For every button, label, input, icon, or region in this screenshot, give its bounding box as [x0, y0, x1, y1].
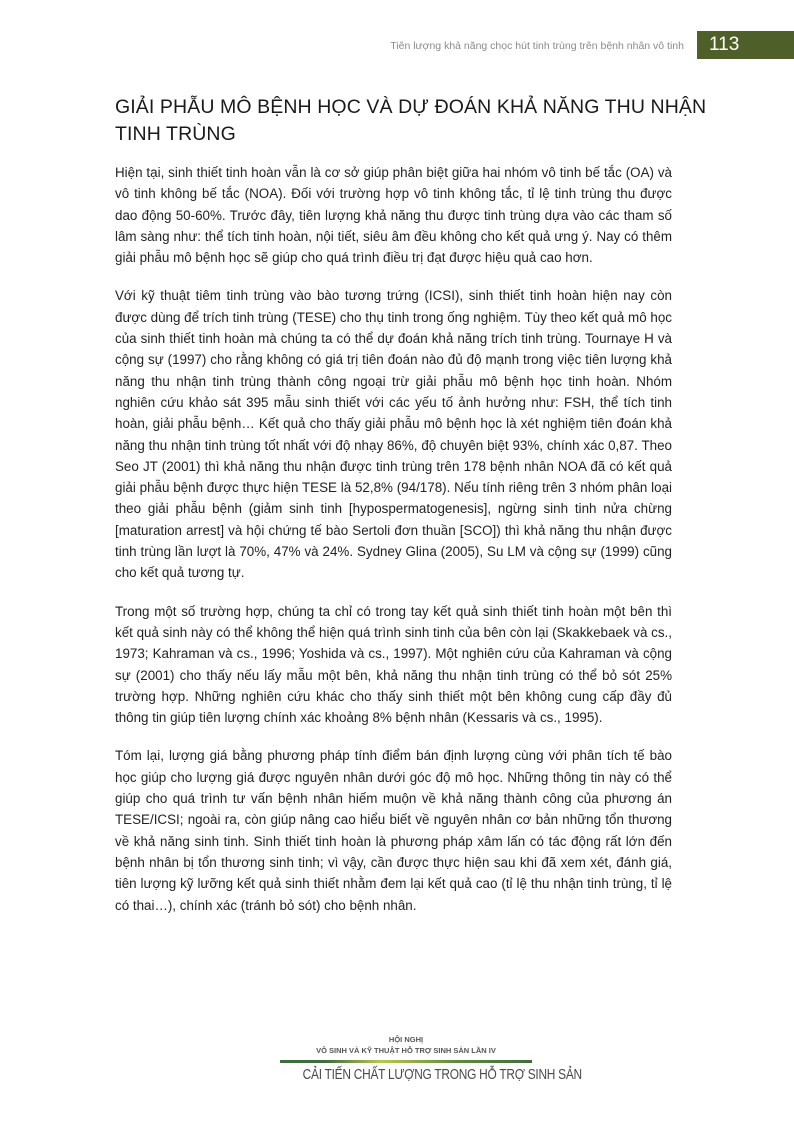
running-header-title: Tiên lượng khả năng chọc hút tinh trùng trên bệnh nhân vô tinh [390, 40, 684, 52]
paragraph: Tóm lại, lượng giá bằng phương pháp tính điểm bán định lượng cùng với phân tích tế bào học giúp cho lượng giá được nguyên nhân dưới góc độ mô học. Những thông tin này có thể giúp cho quá trình tư vấn bệnh nhân hiếm muộn về khả năng thành công của phương án TESE/ICSI; ngoài ra, còn giúp nâng cao hiểu biết về nguyên nhân cơ bản những tổn thương về khả năng sinh tinh. Sinh thiết tinh hoàn là phương pháp xâm lấn có tác động rất lớn đến bệnh nhân bị tổn thương sinh tinh; vì vậy, cần được thực hiện sau khi đã xem xét, đánh giá, tiên lượng kỹ lưỡng kết quả sinh thiết nhằm đem lại kết quả cao (tỉ lệ thu nhận tinh trùng, tỉ lệ có thai…), chính xác (tránh bỏ sót) cho bệnh nhân. [115, 748, 672, 913]
paragraph: Trong một số trường hợp, chúng ta chỉ có trong tay kết quả sinh thiết tinh hoàn một bên thì kết quả sinh này có thể không thể hiện quá trình sinh tinh của bên còn lại (Skakkebaek và cs., 1973; Kahraman và cs., 1996; Yoshida và cs., 1997). Một nghiên cứu của Kahraman và cộng sự (2001) cho thấy nếu lấy mẫu một bên, khả năng thu nhận tinh trùng có thể bỏ sót 25% trường hợp. Những nghiên cứu khác cho thấy sinh thiết một bên không cung cấp đầy đủ thông tin giúp tiên lượng chính xác khoảng 8% bệnh nhân (Kessaris và cs., 1995). [115, 603, 672, 726]
body-text [115, 162, 672, 933]
footer-divider [280, 1060, 532, 1063]
paragraph: Với kỹ thuật tiêm tinh trùng vào bào tương trứng (ICSI), sinh thiết tinh hoàn hiện nay còn được dùng để trích tinh trùng (TESE) cho thụ tinh trong ống nghiệm. Tùy theo kết quả mô học của sinh thiết tinh hoàn mà chúng ta có thể dự đoán khả năng trích tinh trùng. Tournaye H và cộng sự (1997) cho rằng không có giá trị tiên đoán nào đủ độ mạnh trong việc tiên lượng khả năng thu nhận tinh trùng thành công ngoại trừ giải phẫu mô bệnh học tinh hoàn. Nhóm nghiên cứu khảo sát 395 mẫu sinh thiết với các yếu tố ảnh hưởng như: FSH, thể tích tinh hoàn, giải phẫu bệnh… Kết quả cho thấy giải phẫu mô bệnh học là xét nghiệm tiên đoán khả năng thu nhận tinh trùng tốt nhất với độ nhạy 86%, độ chuyên biệt 93%, chính xác 0,87. Theo Seo JT (2001) thì khả năng thu nhận được tinh trùng trên 178 bệnh nhân NOA đã có kết quả giải phẫu bệnh được thực hiện TESE là 52,8% (94/178). Nếu tính riêng trên 3 nhóm phân loại theo giải phẫu bệnh (giảm sinh tinh [hypospermatogenesis], ngừng sinh tinh nửa chừng [maturation arrest] và hội chứng tế bào Sertoli đơn thuần [SCO]) thì khả năng thu nhận được tinh trùng lần lượt là 70%, 47% và 24%. Sydney Glina (2005), Su LM và cộng sự (1999) cũng cho kết quả tương tự. [115, 288, 672, 581]
page-number: 113 [697, 31, 794, 59]
section-title: GIẢI PHẪU MÔ BỆNH HỌC VÀ DỰ ĐOÁN KHẢ NĂNG THU NHẬN TINH TRÙNG [115, 96, 707, 145]
footer-line-2: VÔ SINH VÀ KỸ THUẬT HỖ TRỢ SINH SẢN LẦN IV [316, 1046, 496, 1055]
footer-line-1: HỘI NGHỊ [388, 1035, 424, 1044]
conference-footer [280, 1035, 582, 1084]
paragraph: Hiện tại, sinh thiết tinh hoàn vẫn là cơ sở giúp phân biệt giữa hai nhóm vô tinh bế tắc (OA) và vô tinh không bế tắc (NOA). Đối với trường hợp vô tinh không tắc, tỉ lệ tinh trùng thu được dao động 50-60%. Trước đây, tiên lượng khả năng thu được tinh trùng dựa vào các tham số lâm sàng như: thể tích tinh hoàn, nội tiết, siêu âm đều không cho kết quả ưng ý. Nay có thêm giải phẫu mô bệnh học sẽ giúp cho quá trình điều trị đạt được hiệu quả cao hơn. [115, 165, 672, 266]
footer-slogan: CẢI TIẾN CHẤT LƯỢNG TRONG HỖ TRỢ SINH SẢN [302, 1067, 582, 1083]
